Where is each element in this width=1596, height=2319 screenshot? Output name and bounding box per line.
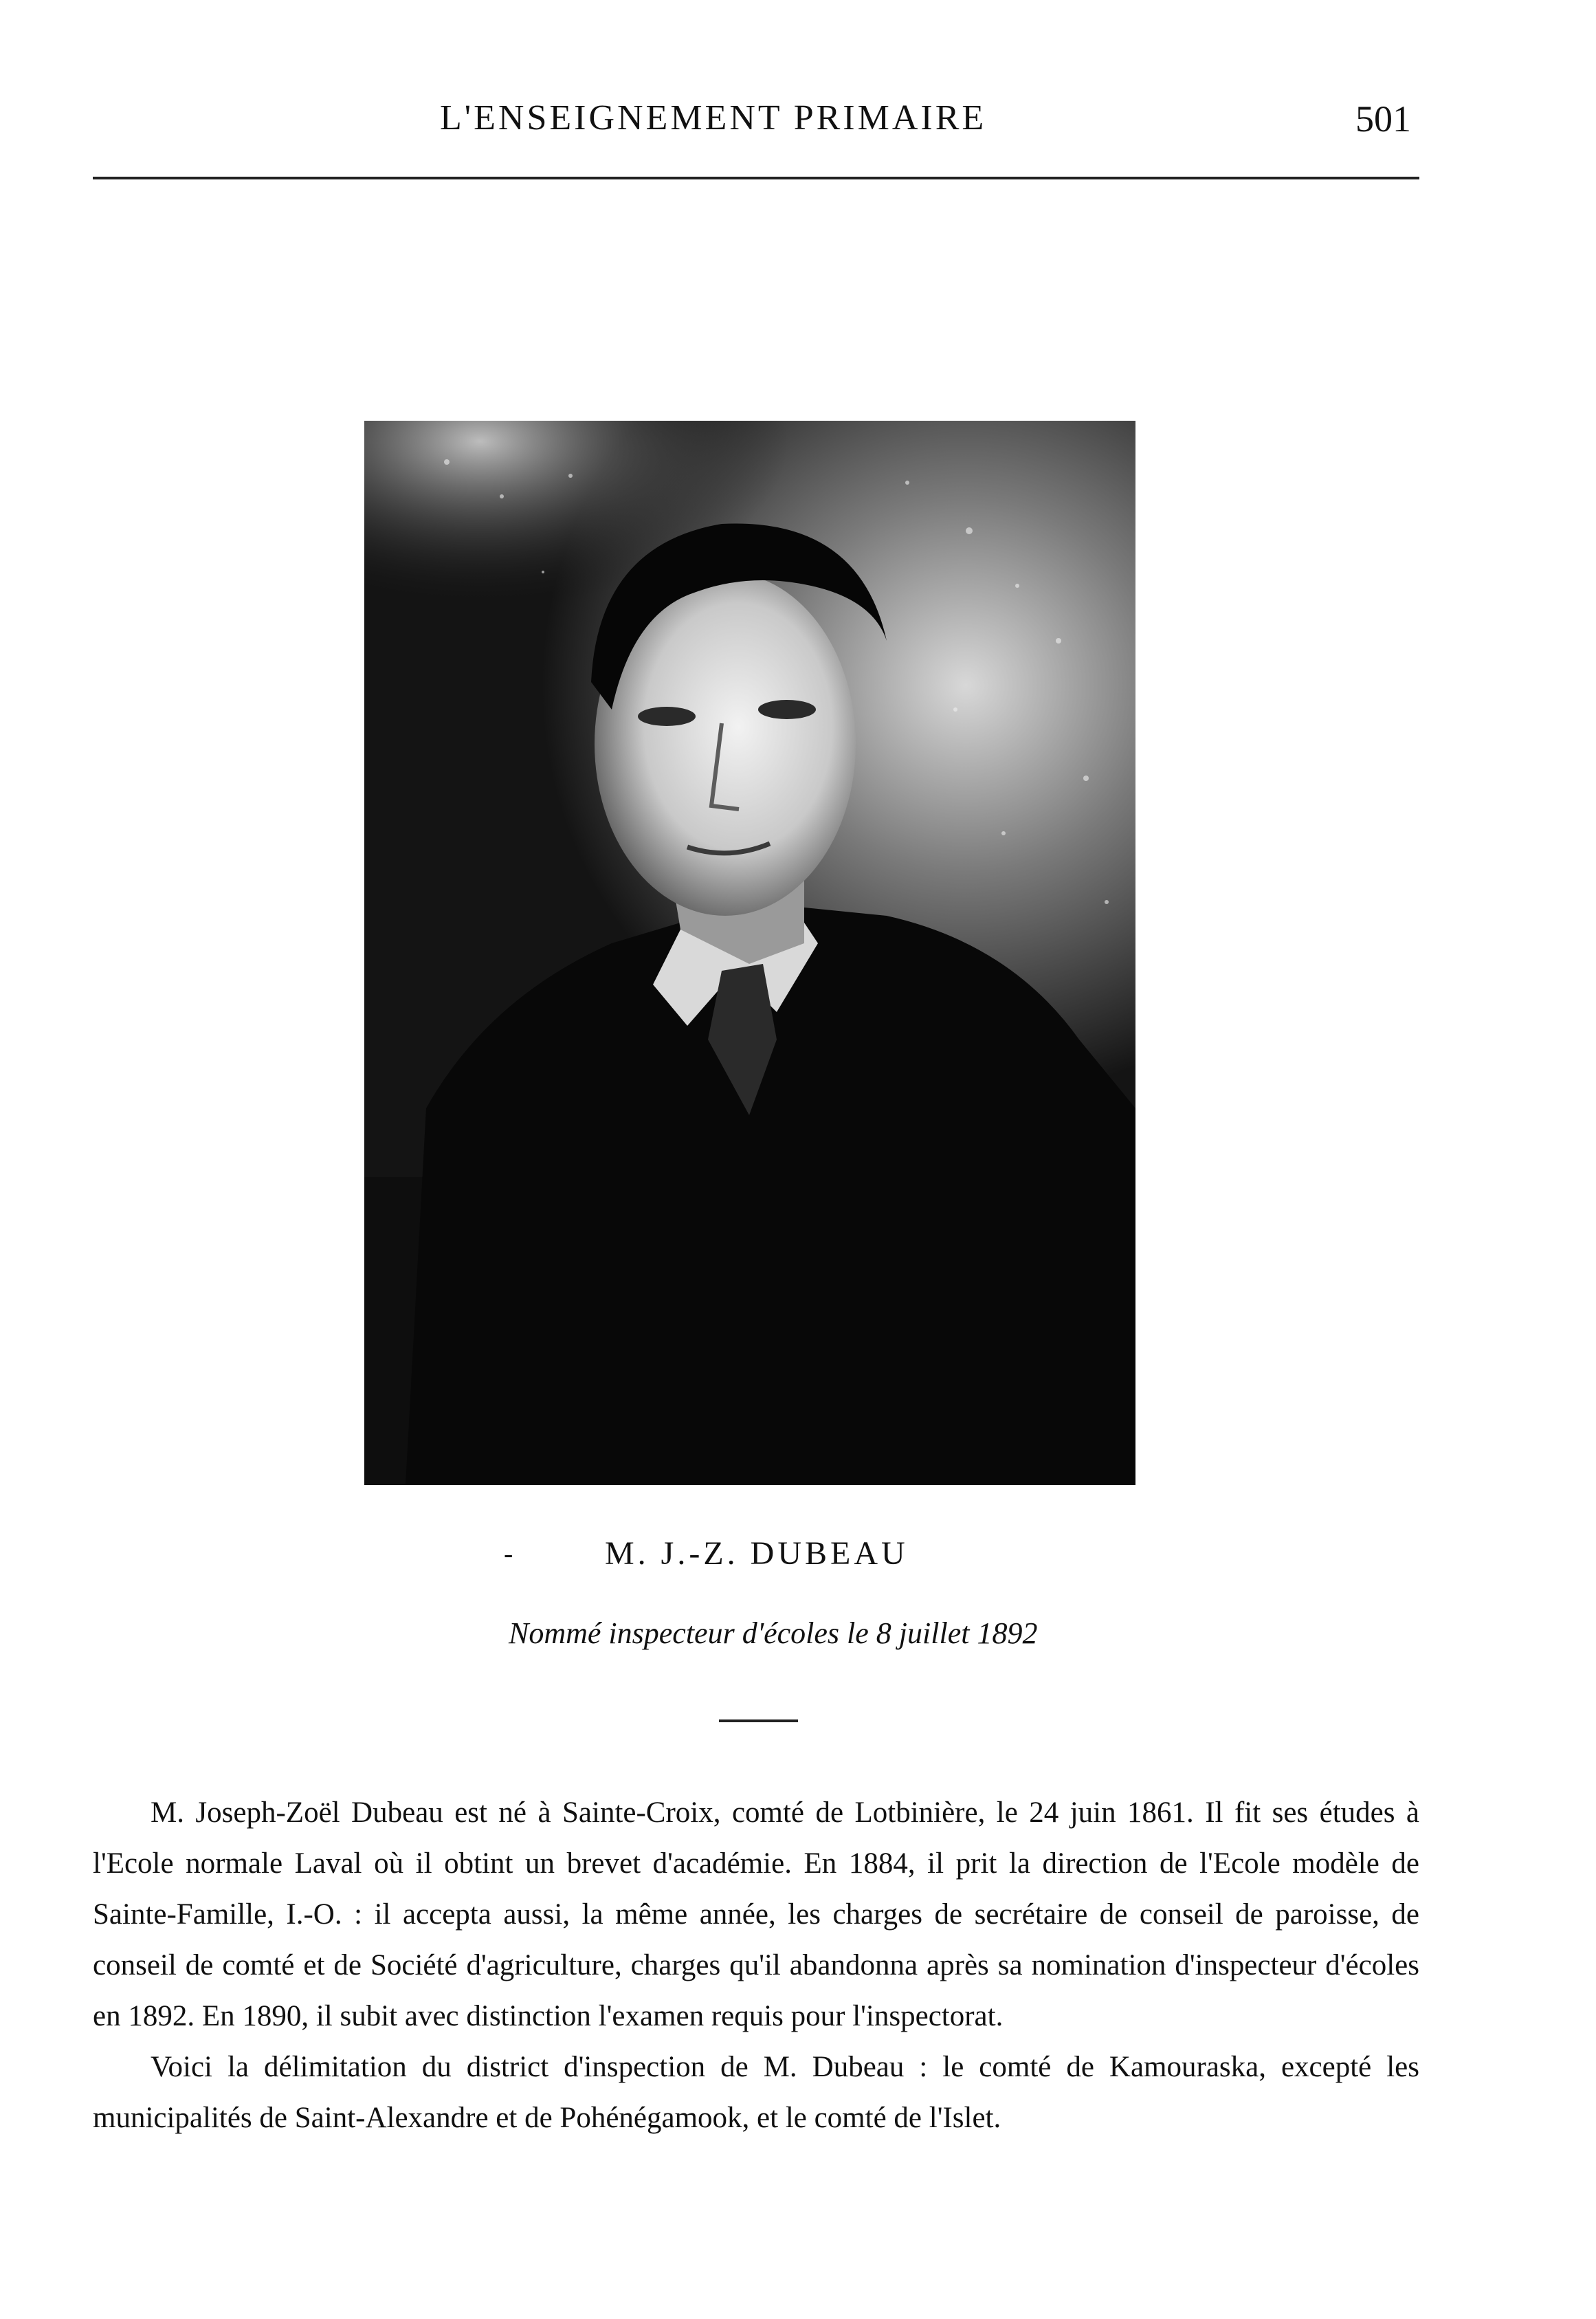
biography-paragraph: M. Joseph-Zoël Dubeau est né à Sainte-Croix, comté de Lotbinière, le 24 juin 1861. Il fit ses études à l'Ecole normale Laval où il obtint un brevet d'académie. En 1884, il prit la direction de l'Ecole modèle de Sainte-Famille, I.-O. : il accepta aussi, la même année, les charges de secrétaire de conseil de paroisse, de conseil de comté et de Société d'agriculture, charges qu'il abandonna après sa nomination d'inspecteur d'écoles en 1892. En 1890, il subit avec distinction l'examen requis pour l'inspectorat. [93, 1796, 1419, 2032]
district-paragraph: Voici la délimitation du district d'inspection de M. Dubeau : le comté de Kamouraska, excepté les municipalités de Saint-Alexandre et de Pohénégamook, et le comté de l'Islet. [93, 2051, 1419, 2134]
portrait-photograph [364, 421, 1135, 1485]
portrait-caption-name: M. J.-Z. DUBEAU [605, 1535, 909, 1572]
caption-dash-mark: - [504, 1538, 513, 1569]
running-title: L'ENSEIGNEMENT PRIMAIRE [440, 98, 987, 138]
body-text [93, 1788, 1419, 2144]
portrait-image [364, 421, 1135, 1485]
portrait-caption-subtitle: Nommé inspecteur d'écoles le 8 juillet 1892 [509, 1616, 1038, 1650]
header-rule [93, 177, 1419, 179]
page-number: 501 [1355, 98, 1411, 140]
section-divider [719, 1719, 798, 1722]
